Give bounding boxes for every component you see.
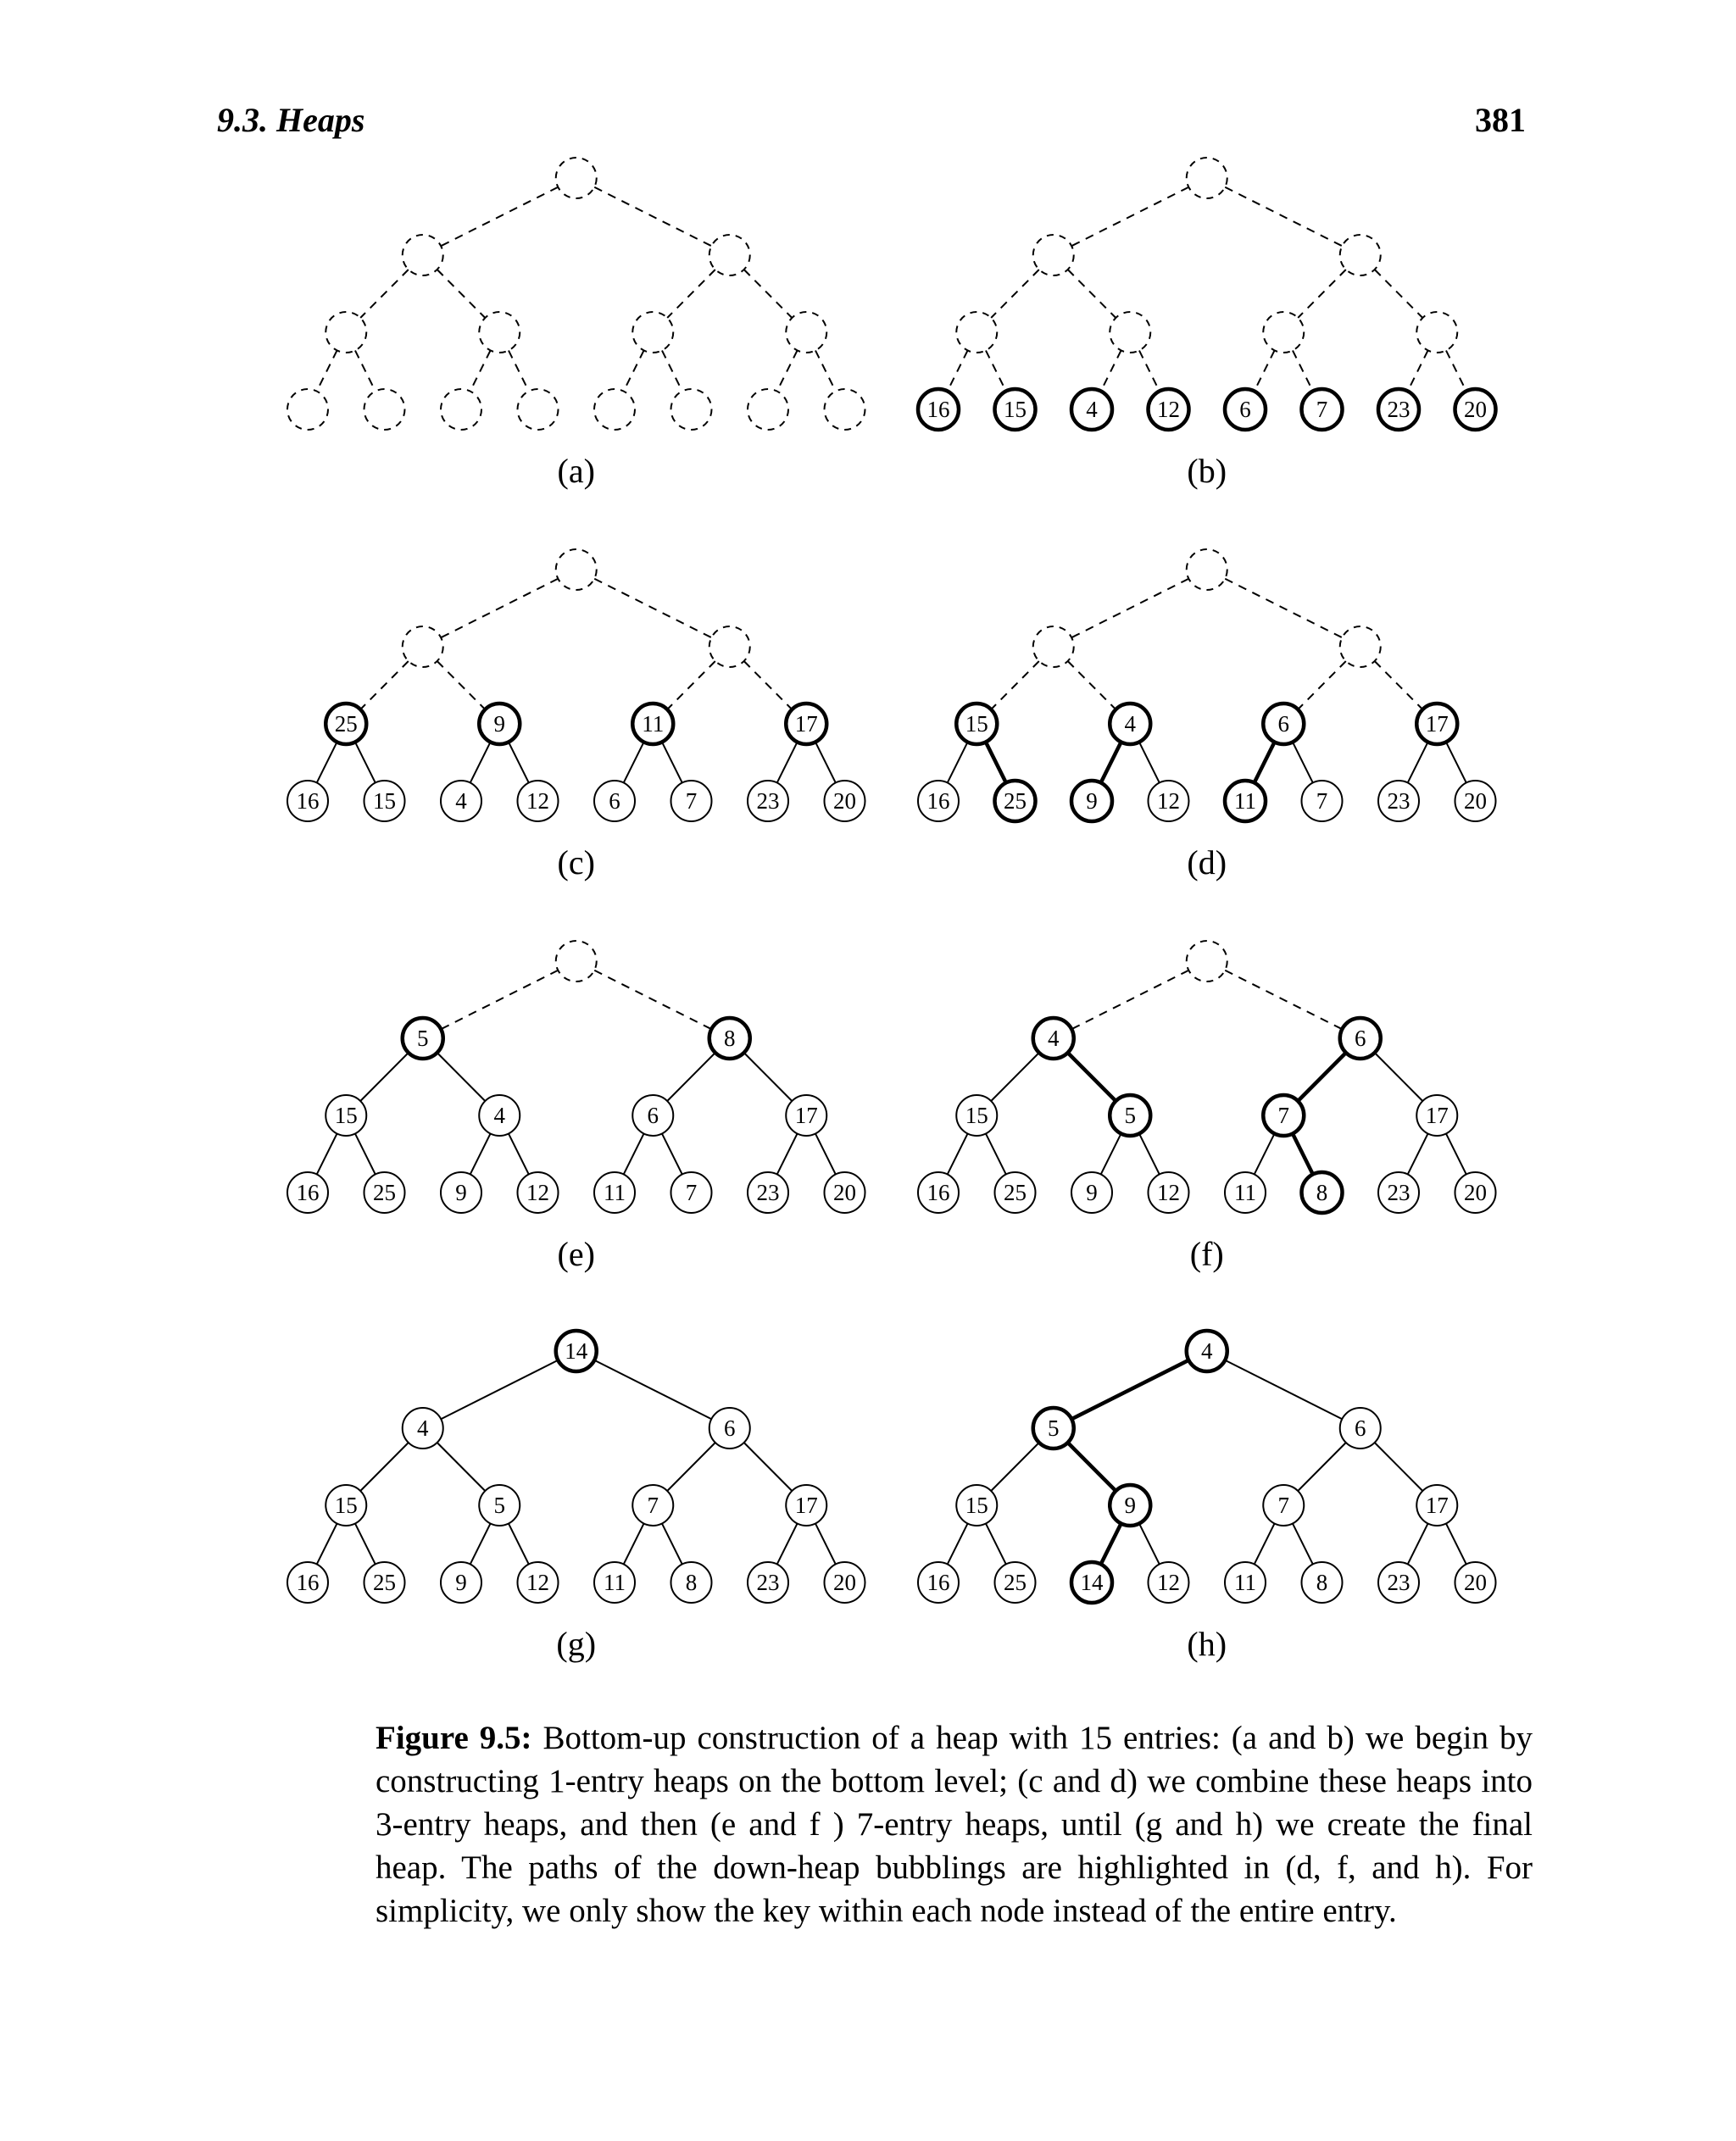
heap-edge (1446, 1133, 1466, 1174)
heap-node-key: 16 (296, 1180, 320, 1205)
heap-edge (744, 270, 793, 318)
heap-edge (1225, 579, 1342, 637)
heap-node-key: 7 (685, 788, 698, 814)
heap-edge (1139, 742, 1160, 782)
heap-node-key: 6 (1355, 1026, 1366, 1051)
empty-heap-node (594, 389, 635, 430)
heap-edge (986, 350, 1006, 391)
bubbling-path-edge (1068, 1053, 1116, 1101)
empty-heap-node (364, 389, 405, 430)
empty-heap-node (709, 626, 750, 667)
panel-label: (d) (1187, 843, 1227, 881)
empty-heap-node (1033, 235, 1074, 275)
heap-edge (662, 742, 682, 782)
heap-node-key: 20 (833, 1570, 856, 1595)
bubbling-path-edge (1293, 1133, 1313, 1174)
heap-edge (624, 1523, 644, 1564)
heap-edge (317, 350, 337, 391)
heap-node-key: 15 (1004, 397, 1027, 422)
empty-heap-node (825, 389, 865, 430)
heap-node-key: 11 (642, 711, 665, 737)
heap-edge (744, 1053, 793, 1101)
heap-node-key: 16 (926, 397, 950, 422)
heap-edge (1293, 350, 1313, 391)
heap-edge (777, 742, 798, 782)
heap-edge (662, 1523, 682, 1564)
panel-label: (c) (557, 843, 595, 881)
running-head: 9.3. Heaps (217, 101, 365, 139)
heap-node-key: 12 (1157, 1180, 1180, 1205)
heap-node-key: 11 (1234, 1570, 1256, 1595)
heap-panel (287, 941, 865, 1273)
heap-edge (624, 350, 644, 391)
heap-edge (1139, 1523, 1160, 1564)
heap-edge (1446, 742, 1466, 782)
empty-heap-node (518, 389, 559, 430)
panel-label: (f) (1189, 1235, 1224, 1273)
heap-node-key: 6 (609, 788, 620, 814)
heap-edge (470, 350, 491, 391)
heap-node-key: 6 (1277, 711, 1289, 737)
heap-node-key: 12 (1157, 788, 1180, 814)
heap-node-key: 23 (756, 1570, 780, 1595)
heap-node-key: 4 (493, 1103, 505, 1128)
heap-edge (1446, 350, 1466, 391)
heap-edge (948, 350, 968, 391)
heap-edge (777, 1133, 798, 1174)
page-number: 381 (1475, 101, 1526, 139)
panel-label: (h) (1187, 1625, 1227, 1663)
heap-node-key: 4 (1201, 1338, 1213, 1364)
heap-node-key: 16 (296, 1570, 320, 1595)
heap-node-key: 6 (1355, 1415, 1366, 1441)
heap-edge (744, 661, 793, 709)
heap-node-key: 4 (1048, 1026, 1060, 1051)
heap-edge (1101, 1133, 1121, 1174)
empty-heap-node (748, 389, 788, 430)
heap-edge (1293, 1523, 1313, 1564)
heap-edge (1446, 1523, 1466, 1564)
heap-edge (441, 187, 558, 246)
heap-edge (360, 1053, 409, 1101)
bubbling-path-edge (1071, 1360, 1188, 1419)
heap-edge (667, 661, 715, 709)
heap-edge (509, 742, 529, 782)
empty-heap-node (1340, 235, 1381, 275)
heap-edge (437, 661, 486, 709)
heap-node-key: 15 (373, 788, 396, 814)
heap-panel (918, 1331, 1496, 1663)
heap-edge (441, 579, 558, 637)
heap-node-key: 9 (1086, 788, 1098, 814)
heap-edge (991, 1053, 1039, 1101)
heap-node-key: 17 (1425, 711, 1449, 737)
heap-node-key: 15 (334, 1493, 358, 1518)
heap-panel (287, 158, 865, 490)
heap-node-key: 16 (926, 1180, 950, 1205)
heap-node-key: 16 (926, 788, 950, 814)
bubbling-path-edge (1101, 1523, 1121, 1564)
heap-node-key: 8 (685, 1570, 698, 1595)
heap-edge (815, 1523, 836, 1564)
heap-node-key: 15 (965, 711, 988, 737)
heap-node-key: 14 (565, 1338, 588, 1364)
heap-edge (437, 1443, 486, 1491)
heap-edge (1293, 742, 1313, 782)
heap-node-key: 17 (794, 711, 818, 737)
empty-heap-node (326, 312, 366, 353)
heap-node-key: 4 (1086, 397, 1098, 422)
empty-heap-node (1033, 626, 1074, 667)
heap-edge (1408, 742, 1428, 782)
heap-edge (1298, 661, 1346, 709)
empty-heap-node (1187, 549, 1227, 590)
bubbling-path-edge (986, 742, 1006, 782)
heap-node-key: 5 (417, 1026, 429, 1051)
heap-edge (744, 1443, 793, 1491)
heap-edge (317, 1523, 337, 1564)
heap-edge (624, 1133, 644, 1174)
heap-edge (437, 270, 486, 318)
heap-edge (1375, 270, 1423, 318)
heap-node-key: 23 (1387, 788, 1410, 814)
heap-node-key: 7 (1277, 1493, 1289, 1518)
heap-edge (509, 1133, 529, 1174)
heap-node-key: 11 (1234, 788, 1256, 814)
heap-node-key: 4 (1124, 711, 1136, 737)
heap-edge (1225, 970, 1342, 1029)
heap-edge (1255, 350, 1275, 391)
heap-edge (1375, 1443, 1423, 1491)
heap-edge (1225, 1360, 1342, 1419)
heap-edge (1408, 1133, 1428, 1174)
heap-node-key: 5 (1048, 1415, 1060, 1441)
heap-node-key: 15 (965, 1103, 988, 1128)
heap-node-key: 8 (1316, 1570, 1328, 1595)
empty-heap-node (479, 312, 520, 353)
heap-edge (355, 1523, 376, 1564)
heap-node-key: 9 (493, 711, 505, 737)
heap-edge (991, 1443, 1039, 1491)
empty-heap-node (956, 312, 997, 353)
heap-edge (1298, 1443, 1346, 1491)
heap-node-key: 7 (1277, 1103, 1289, 1128)
heap-node-key: 6 (647, 1103, 659, 1128)
heap-node-key: 7 (647, 1493, 659, 1518)
heap-edge (948, 742, 968, 782)
heap-edge (594, 970, 711, 1029)
heap-node-key: 20 (1464, 788, 1487, 814)
heap-node-key: 11 (604, 1570, 626, 1595)
heap-node-key: 17 (794, 1493, 818, 1518)
heap-node-key: 6 (724, 1415, 736, 1441)
heap-node-key: 4 (417, 1415, 429, 1441)
heap-edge (948, 1523, 968, 1564)
heap-edge (1071, 970, 1188, 1029)
heap-node-key: 9 (1086, 1180, 1098, 1205)
heap-node-key: 23 (756, 788, 780, 814)
heap-node-key: 20 (1464, 1180, 1487, 1205)
heap-edge (437, 1053, 486, 1101)
heap-edge (1225, 187, 1342, 246)
heap-node-key: 25 (373, 1570, 396, 1595)
heap-node-key: 7 (1316, 397, 1328, 422)
heap-node-key: 23 (1387, 1180, 1410, 1205)
heap-panel (918, 158, 1496, 490)
heap-node-key: 23 (756, 1180, 780, 1205)
heap-edge (667, 1443, 715, 1491)
heap-node-key: 7 (1316, 788, 1328, 814)
heap-node-key: 11 (1234, 1180, 1256, 1205)
heap-edge (594, 579, 711, 637)
heap-node-key: 20 (833, 788, 856, 814)
heap-node-key: 11 (604, 1180, 626, 1205)
heap-edge (317, 1133, 337, 1174)
heap-node-key: 6 (1239, 397, 1251, 422)
heap-node-key: 16 (926, 1570, 950, 1595)
heap-edge (624, 742, 644, 782)
heap-node-key: 12 (1157, 1570, 1180, 1595)
heap-node-key: 25 (1004, 1570, 1027, 1595)
heap-node-key: 16 (296, 788, 320, 814)
heap-edge (667, 1053, 715, 1101)
empty-heap-node (403, 626, 443, 667)
heap-node-key: 12 (1157, 397, 1180, 422)
heap-node-key: 25 (1004, 1180, 1027, 1205)
heap-node-key: 5 (493, 1493, 505, 1518)
heap-node-key: 8 (724, 1026, 736, 1051)
heap-edge (815, 1133, 836, 1174)
heap-node-key: 7 (685, 1180, 698, 1205)
heap-node-key: 23 (1387, 1570, 1410, 1595)
empty-heap-node (441, 389, 481, 430)
heap-edge (777, 1523, 798, 1564)
heap-node-key: 12 (526, 1570, 549, 1595)
heap-node-key: 5 (1124, 1103, 1136, 1128)
heap-node-key: 15 (334, 1103, 358, 1128)
heap-panel (918, 941, 1496, 1273)
heap-node-key: 17 (794, 1103, 818, 1128)
heap-edge (991, 661, 1039, 709)
heap-node-key: 17 (1425, 1103, 1449, 1128)
bubbling-path-edge (1298, 1053, 1346, 1101)
heap-panel (918, 549, 1496, 881)
heap-node-key: 9 (455, 1180, 467, 1205)
heap-node-key: 25 (373, 1180, 396, 1205)
heap-panel (287, 1331, 865, 1663)
heap-node-key: 23 (1387, 397, 1410, 422)
bubbling-path-edge (1255, 742, 1275, 782)
panel-label: (e) (557, 1235, 595, 1273)
heap-edge (360, 270, 409, 318)
empty-heap-node (632, 312, 673, 353)
heap-edge (470, 742, 491, 782)
heap-node-key: 14 (1080, 1570, 1104, 1595)
heap-node-key: 20 (833, 1180, 856, 1205)
heap-edge (948, 1133, 968, 1174)
heap-edge (1139, 350, 1160, 391)
heap-edge (441, 1360, 558, 1419)
heap-edge (1375, 1053, 1423, 1101)
heap-edge (662, 350, 682, 391)
heap-edge (470, 1133, 491, 1174)
heap-node-key: 9 (455, 1570, 467, 1595)
empty-heap-node (671, 389, 712, 430)
heap-edge (986, 1523, 1006, 1564)
heap-panel (287, 549, 865, 881)
empty-heap-node (1340, 626, 1381, 667)
heap-edge (594, 187, 711, 246)
heap-node-key: 12 (526, 788, 549, 814)
heap-node-key: 17 (1425, 1493, 1449, 1518)
empty-heap-node (1263, 312, 1304, 353)
heap-edge (1255, 1133, 1275, 1174)
empty-heap-node (1416, 312, 1457, 353)
figure-caption-text: Bottom-up construction of a heap with 15 entries: (a and b) we begin by constructing 1-entry heaps on the bottom level; (c and d) we combine these heaps into 3-entry heaps, and then (e and f ) 7-entry heaps, until (g and h) we create the final heap. The paths of the down-heap bubblings are highlighted in (d, f, and h). For simplicity, we only show the key within each node instead of the entire entry. (376, 1720, 1533, 1929)
heap-edge (1068, 270, 1116, 318)
empty-heap-node (1187, 941, 1227, 982)
heap-edge (662, 1133, 682, 1174)
heap-edge (991, 270, 1039, 318)
empty-heap-node (556, 158, 597, 198)
heap-edge (360, 661, 409, 709)
empty-heap-node (786, 312, 826, 353)
heap-node-key: 20 (1464, 397, 1487, 422)
heap-edge (355, 742, 376, 782)
heap-edge (1071, 579, 1188, 637)
heap-node-key: 25 (1004, 788, 1027, 814)
empty-heap-node (556, 549, 597, 590)
heap-edge (509, 350, 529, 391)
heap-edge (355, 350, 376, 391)
heap-edge (1255, 1523, 1275, 1564)
empty-heap-node (1110, 312, 1150, 353)
empty-heap-node (556, 941, 597, 982)
heap-edge (1408, 350, 1428, 391)
heap-edge (1298, 270, 1346, 318)
heap-node-key: 12 (526, 1180, 549, 1205)
heap-edge (777, 350, 798, 391)
empty-heap-node (287, 389, 328, 430)
heap-edge (815, 350, 836, 391)
heap-edge (317, 742, 337, 782)
heap-edge (1071, 187, 1188, 246)
heap-edge (594, 1360, 711, 1419)
heap-node-key: 25 (334, 711, 358, 737)
heap-edge (470, 1523, 491, 1564)
empty-heap-node (403, 235, 443, 275)
heap-edge (1068, 661, 1116, 709)
panel-label: (b) (1187, 452, 1227, 490)
heap-node-key: 4 (455, 788, 467, 814)
heap-edge (1101, 350, 1121, 391)
heap-node-key: 20 (1464, 1570, 1487, 1595)
bubbling-path-edge (1068, 1443, 1116, 1491)
panel-label: (a) (557, 452, 595, 490)
heap-edge (355, 1133, 376, 1174)
heap-node-key: 15 (965, 1493, 988, 1518)
heap-edge (360, 1443, 409, 1491)
empty-heap-node (709, 235, 750, 275)
heap-node-key: 9 (1124, 1493, 1136, 1518)
empty-heap-node (1187, 158, 1227, 198)
heap-node-key: 8 (1316, 1180, 1328, 1205)
bubbling-path-edge (1101, 742, 1121, 782)
heap-edge (1139, 1133, 1160, 1174)
panel-label: (g) (556, 1625, 597, 1663)
heap-edge (441, 970, 558, 1029)
heap-edge (667, 270, 715, 318)
figure-caption (376, 1716, 1533, 1932)
heap-edge (1375, 661, 1423, 709)
heap-edge (986, 1133, 1006, 1174)
heap-edge (1408, 1523, 1428, 1564)
heap-edge (815, 742, 836, 782)
figure-caption-label: Figure 9.5: (376, 1720, 532, 1756)
heap-edge (509, 1523, 529, 1564)
